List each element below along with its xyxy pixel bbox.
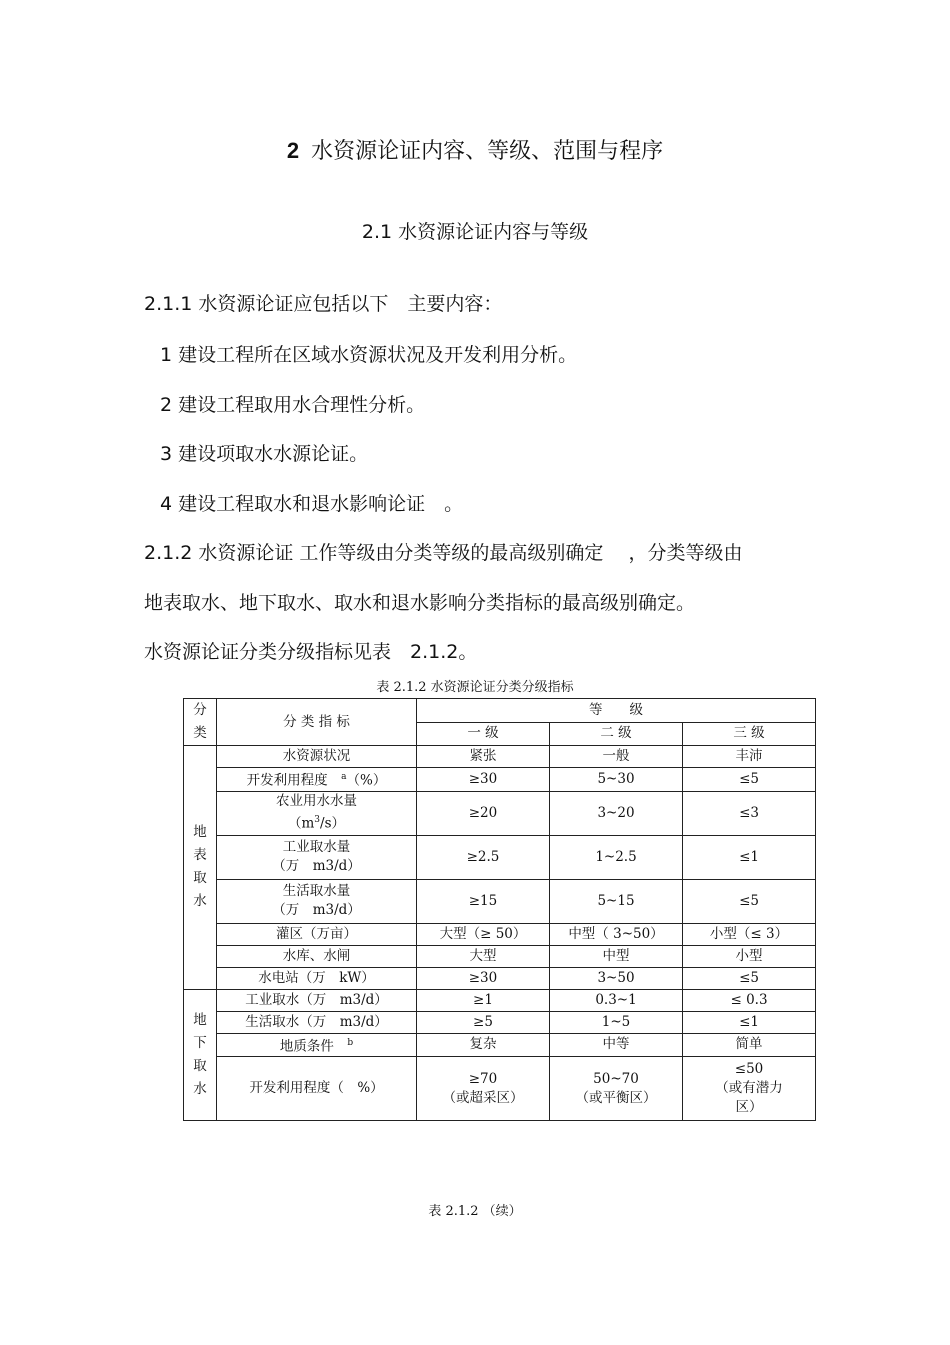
list-item-3: 3 建设项取水水源论证。 bbox=[160, 443, 369, 465]
cell-grade-2: 1~5 bbox=[550, 1011, 683, 1033]
cell-grade-2: 5~30 bbox=[550, 768, 683, 792]
cell-grade-1: ≥20 bbox=[417, 791, 550, 835]
chapter-heading bbox=[0, 134, 950, 165]
cell-grade-2: 中型 bbox=[550, 945, 683, 967]
cell-grade-1: 紧张 bbox=[417, 746, 550, 768]
table-caption: 表 2.1.2 水资源论证分类分级指标 bbox=[376, 680, 574, 695]
row-name: 工业取水（万 m3/d） bbox=[217, 989, 417, 1011]
cell-grade-2: 5~15 bbox=[550, 879, 683, 923]
table-row bbox=[184, 1033, 816, 1057]
table-row bbox=[184, 967, 816, 989]
cell-grade-1: ≥30 bbox=[417, 768, 550, 792]
row-name: 开发利用程度（ %） bbox=[217, 1057, 417, 1121]
table-row bbox=[184, 923, 816, 945]
list-item-1: 1 建设工程所在区域水资源状况及开发利用分析。 bbox=[160, 344, 578, 366]
cell-grade-1: 大型（≥ 50） bbox=[417, 923, 550, 945]
row-name: 生活取水量 （万 m3/d） bbox=[217, 879, 417, 923]
cell-grade-2: 一般 bbox=[550, 746, 683, 768]
cell-grade-1: 大型 bbox=[417, 945, 550, 967]
header-category: 分类 bbox=[184, 699, 217, 746]
cell-grade-3: ≤5 bbox=[683, 879, 816, 923]
cell-grade-3: ≤5 bbox=[683, 768, 816, 792]
row-name: 水资源状况 bbox=[217, 746, 417, 768]
table-row bbox=[184, 1011, 816, 1033]
header-grade-3: 三 级 bbox=[683, 722, 816, 746]
cell-grade-3: 小型（≤ 3） bbox=[683, 923, 816, 945]
table-row bbox=[184, 835, 816, 879]
header-grade: 等 级 bbox=[417, 699, 816, 723]
cell-grade-2: 中等 bbox=[550, 1033, 683, 1057]
cell-grade-1: ≥70 （或超采区） bbox=[417, 1057, 550, 1121]
chapter-title: 水资源论证内容、等级、范围与程序 bbox=[311, 139, 664, 164]
row-name: 生活取水（万 m3/d） bbox=[217, 1011, 417, 1033]
cell-grade-3: 小型 bbox=[683, 945, 816, 967]
group-ground: 地下取水 bbox=[184, 989, 217, 1121]
section-heading: 2.1 水资源论证内容与等级 bbox=[361, 221, 589, 243]
table-row bbox=[184, 791, 816, 835]
cell-grade-2: 1~2.5 bbox=[550, 835, 683, 879]
row-name: 开发利用程度 $^a$（%） bbox=[217, 768, 417, 792]
cell-grade-3: 丰沛 bbox=[683, 746, 816, 768]
cell-grade-3: ≤ 0.3 bbox=[683, 989, 816, 1011]
cell-grade-2: 中型（ 3~50） bbox=[550, 923, 683, 945]
header-grade-2: 二 级 bbox=[550, 722, 683, 746]
row-name: 地质条件 $^b$ bbox=[217, 1033, 417, 1057]
table-row bbox=[184, 1057, 816, 1121]
chapter-number: 2 bbox=[286, 138, 300, 163]
cell-grade-3: ≤3 bbox=[683, 791, 816, 835]
table-row bbox=[184, 768, 816, 792]
row-name: 灌区（万亩） bbox=[217, 923, 417, 945]
classification-table bbox=[183, 698, 816, 1121]
cell-grade-1: ≥1 bbox=[417, 989, 550, 1011]
table-row bbox=[184, 945, 816, 967]
clause-2-1-1: 2.1.1 水资源论证应包括以下 主要内容： bbox=[144, 293, 503, 315]
table-row bbox=[184, 746, 816, 768]
cell-grade-1: ≥5 bbox=[417, 1011, 550, 1033]
cell-grade-1: 复杂 bbox=[417, 1033, 550, 1057]
list-item-4: 4 建设工程取水和退水影响论证 。 bbox=[160, 493, 464, 515]
table-row bbox=[184, 989, 816, 1011]
table-continued-caption: 表 2.1.2 （续） bbox=[428, 1204, 522, 1219]
row-name: 工业取水量 （万 m3/d） bbox=[217, 835, 417, 879]
list-item-2: 2 建设工程取用水合理性分析。 bbox=[160, 394, 426, 416]
row-name: 水库、水闸 bbox=[217, 945, 417, 967]
table-header-row bbox=[184, 699, 816, 723]
clause-2-1-2-line3: 水资源论证分类分级指标见表 2.1.2。 bbox=[144, 641, 478, 663]
clause-2-1-2-line2: 地表取水、地下取水、取水和退水影响分类指标的最高级别确定。 bbox=[144, 592, 696, 614]
cell-grade-3: ≤1 bbox=[683, 835, 816, 879]
cell-grade-3: ≤50 （或有潜力 区） bbox=[683, 1057, 816, 1121]
cell-grade-2: 50~70 （或平衡区） bbox=[550, 1057, 683, 1121]
header-indicator: 分 类 指 标 bbox=[217, 699, 417, 746]
cell-grade-2: 3~50 bbox=[550, 967, 683, 989]
cell-grade-2: 3~20 bbox=[550, 791, 683, 835]
table-row bbox=[184, 879, 816, 923]
clause-2-1-2-line1: 2.1.2 水资源论证 工作等级由分类等级的最高级别确定 ，分类等级由 bbox=[144, 542, 743, 564]
cell-grade-3: ≤5 bbox=[683, 967, 816, 989]
cell-grade-2: 0.3~1 bbox=[550, 989, 683, 1011]
row-name: 农业用水水量 $(m^3/s)$ bbox=[217, 791, 417, 835]
group-surface: 地表取水 bbox=[184, 746, 217, 990]
cell-grade-3: ≤1 bbox=[683, 1011, 816, 1033]
cell-grade-1: ≥15 bbox=[417, 879, 550, 923]
cell-grade-1: ≥2.5 bbox=[417, 835, 550, 879]
header-grade-1: 一 级 bbox=[417, 722, 550, 746]
row-name: 水电站（万 kW） bbox=[217, 967, 417, 989]
cell-grade-1: ≥30 bbox=[417, 967, 550, 989]
cell-grade-3: 简单 bbox=[683, 1033, 816, 1057]
